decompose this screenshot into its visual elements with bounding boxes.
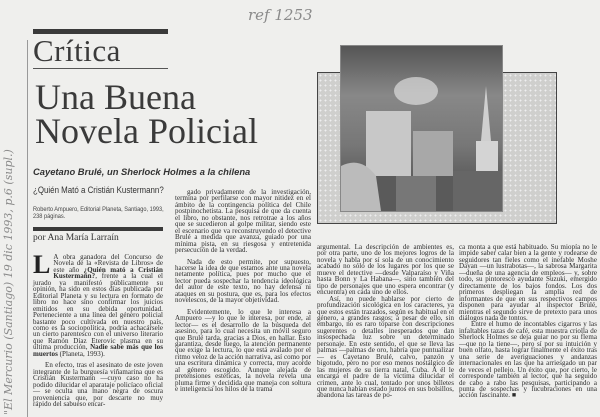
paragraph: ca monta a que está habituado. Su miopía no le impide saber calar bien a la gente y rodearse de seguidores tan fieles como el inefable Moshe Dayan —un lustrabotas—, la sabrosa Margarita —dueña de una agencia de empleos— y, sobre todo, su pintoresco ayudante Suzuki, emergido directamente de los bajos fondos. Los dos primeros despliegan la amplia red de informantes de que en sus respectivos campos disponen para ayudar al inspector Brulé, mientras el segundo sirve de pretexto para unos diálogos nada de tontos. xyxy=(459,243,597,322)
drop-cap: L xyxy=(33,250,51,279)
article-column-4 xyxy=(459,244,597,399)
byline: por Ana María Larraín xyxy=(33,233,119,243)
handwritten-source-note: "El Mercurio (Santiago) 19 dic 1993, p.6 (supl.) xyxy=(2,149,15,415)
paragraph: Evidentemente, lo que le interesa a Ampuero —y lo que le interesa, por ende, al lector— es el desarrollo de la búsqueda del asesino, para lo cual necesita un móvil seguro que Brulé tarda, gracias a Dios, en hallar. Esto garantiza, desde luego, la atención permanente que exige la lectura, lo que está avalado por el ritmo veloz de la acción narrativa, así como por una escritura dinámica y correcta, muy acorde al género escogido. Aunque alejada de pretensiones estéticas, la novela revela una pluma firme y decidida que maneja con soltura e inteligencia los hilos de la trama xyxy=(175,307,311,394)
clipping-edge xyxy=(27,40,28,417)
paragraph: argumental. La descripción de ambientes es, por otra parte, uno de los mejores logros de la novela y habla por sí sola de un conocimiento acabado no sólo de los lugares por los que se mueve el detective —desde Valparaíso y Viña hasta Bonn y La Habana—, sino también del tipo de personajes que uno espera encontrar (y encuentra) en cada uno de ellos. xyxy=(317,243,454,297)
photo-city-church xyxy=(340,45,503,212)
paragraph-text: (Planeta, 1993). xyxy=(57,349,105,358)
article-column-2 xyxy=(175,189,311,393)
section-title: Crítica xyxy=(33,33,121,68)
subtitle: Cayetano Brulé, un Sherlock Holmes a la chilena xyxy=(33,166,251,177)
article-column-3 xyxy=(317,244,454,399)
book-title-ref: Nadie sabe más que los muertos xyxy=(33,343,163,358)
handwritten-reference: ref 1253 xyxy=(248,6,313,24)
book-title-ref: ¿Quién mató a Cristián Kustermann? xyxy=(53,265,163,281)
paragraph: Entre el humo de incontables cigarros y las infaltables tazas de café, esta muestra criolla de Sherlock Holmes se deja guiar no por su flema —que no la tiene—, pero sí por su intuición y buen olfato, hasta lograr finalmente el éxito tras una serie de averiguaciones y andanzas internacionales en las que ha arriesgado un par de veces el pellejo. Un éxito que, por cierto, le corresponde también al lector, que ha seguido de cabo a rabo las pesquisas, participando a punta de sospechas y lucubraciones en una acción fascinante. ■ xyxy=(459,320,597,400)
paragraph: Nada de esto permite, por supuesto, hacerse la idea de que estamos ante una novela netamente política, pues por mucho que el lector pueda sospechar la tendencia ideológica del autor de este texto, no hay defensa ni ataques en su postura, que es, para los efectos novelescos, de la mayor objetividad. xyxy=(175,257,311,305)
paragraph-text: A obra ganadora del Concurso de Novela de la «Revista de Libros» de este año xyxy=(53,253,163,274)
article-column-1 xyxy=(33,250,163,408)
paragraph: En efecto, tras el asesinato de este joven integrante de la burguesía viñamarina que es Cristián Kustermann —cuyo caso no ha podido dilucidar el aparataje policíaco oficial— se oculta una mano negra de oscura proveniencia que, por descarte no muy rápido del sabueso encar- xyxy=(33,361,163,408)
divider xyxy=(33,68,168,69)
headline xyxy=(35,77,258,151)
book-info: Roberto Ampuero, Editorial Planeta, Santiago, 1993, 238 páginas. xyxy=(33,206,164,220)
paragraph: gado privadamente de la investigación, termina por perfilarse con mayor nitidez en el ámbito de la contingencia política del Chile postpinochetista. La pesquisa de que da cuenta el libro, no obstante, nos retrotrae a los años que se sucedieron al golpe militar, siendo este el escenario que va reconstruyendo el detective Brulé a medida que avanza, guiado por una mínima pista, en su riesgosa y entretenida persecución de la verdad. xyxy=(175,188,311,255)
headline-line-1: Una Buena xyxy=(35,77,196,117)
headline-line-2: Novela Policial xyxy=(35,111,258,151)
book-bar xyxy=(33,227,163,231)
paragraph: Así, no puede hablarse por cierto de profundización sicológica en los caracteres, ya que estos están trazados, según es habitual en el género, a grandes rasgos; a pesar de ello, sin embargo, no es raro toparse con descripciones sugerentes o detalles inesperados que dan insospechada luz sobre un determinado personaje. En este sentido, el que se lleva las palmas —palmas de oro, habría que puntualizar— es Cayetano Brulé, calvo, panzón y bigotudo, pero no por eso menos nostálgico de las mujeres de su tierra natal, Cuba. A él le encarga el padre de la víctima dilucidar el crimen, ante lo cual, tentado por unos billetes que nunca habían estado juntos en sus bolsillos, abandona las tareas de po- xyxy=(317,294,454,400)
paragraph-text: , frente a la cual el jurado ya manifestó públicamente su opinión, ha sido en estos días publicada por Editorial Planeta y su lectura en formato de libro no hace sino confirmar los juicios emitidos en su debida oportunidad. Perteneciente a una línea del género policial bastante poco cultivada en nuestro país, como es la sociopolítica, podría achacársele un cierto parentesco con el universo literario que Ramón Díaz Eterovic plasma en su última producción, xyxy=(33,272,163,352)
book-title: ¿Quién Mató a Cristián Kustermann? xyxy=(33,185,164,195)
